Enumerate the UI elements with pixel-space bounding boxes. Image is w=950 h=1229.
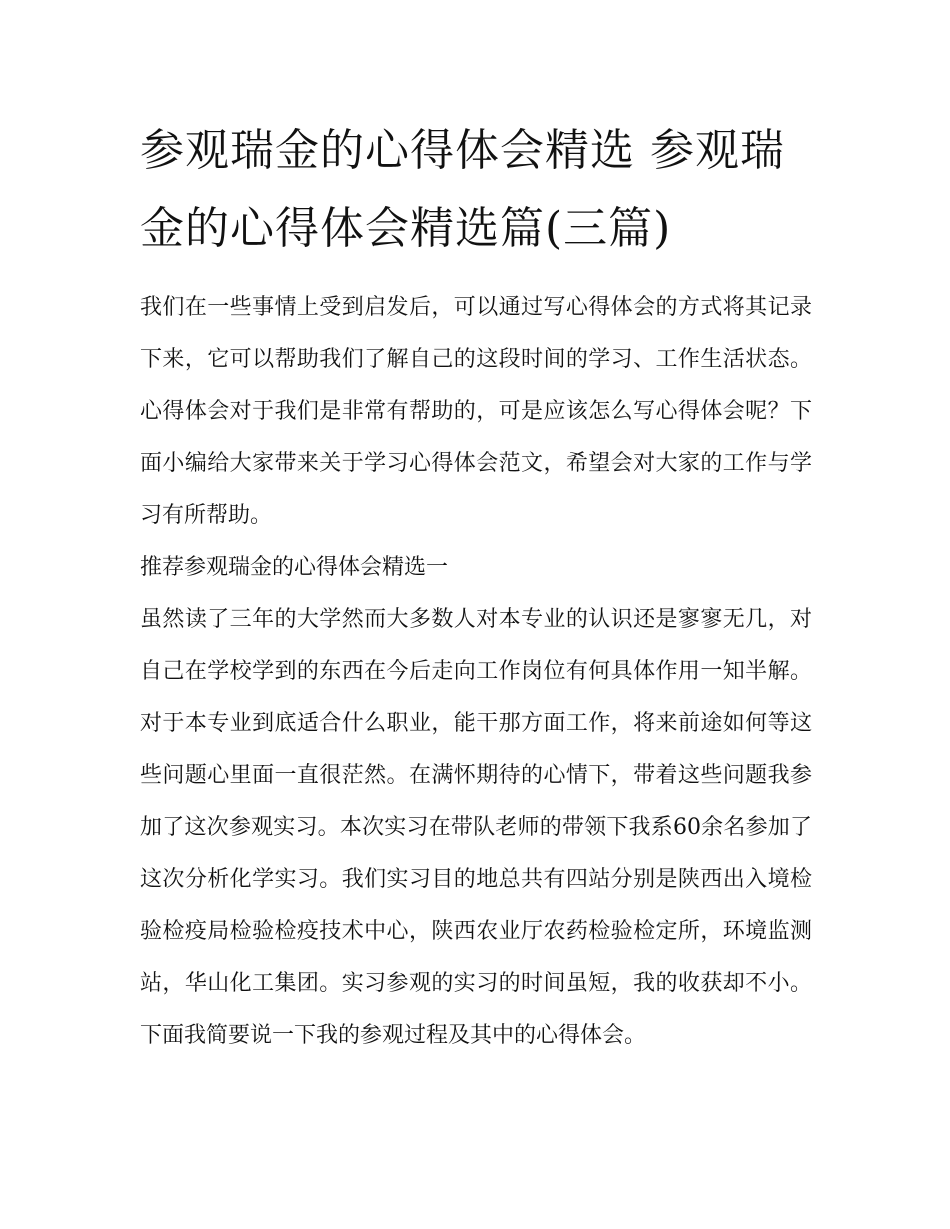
body-paragraph: 虽然读了三年的大学然而大多数人对本专业的认识还是寥寥无几，对自己在学校学到的东西在今后走向工作岗位有何具体作用一知半解。对于本专业到底适合什么职业，能干那方面工作，将来前途如何等这些问题心里面一直很茫然。在满怀期待的心情下，带着这些问题我参加了这次参观实习。本次实习在带队老师的带领下我系60余名参加了这次分析化学实习。我们实习目的地总共有四站分别是陕西出入境检验检疫局检验检疫技术中心，陕西农业厅农药检验检定所，环境监测站，华山化工集团。实习参观的实习的时间虽短，我的收获却不小。下面我简要说一下我的参观过程及其中的心得体会。 [140, 607, 812, 1048]
intro-paragraph: 我们在一些事情上受到启发后，可以通过写心得体会的方式将其记录下来，它可以帮助我们了解自己的这段时间的学习、工作生活状态。心得体会对于我们是非常有帮助的，可是应该怎么写心得体会呢？下面小编给大家带来关于学习心得体会范文，希望会对大家的工作与学习有所帮助。 [140, 295, 812, 528]
document-title: 参观瑞金的心得体会精选 参观瑞金的心得体会精选篇(三篇) [140, 125, 785, 254]
document-page [140, 112, 812, 1062]
section-heading: 推荐参观瑞金的心得体会精选一 [140, 555, 449, 580]
